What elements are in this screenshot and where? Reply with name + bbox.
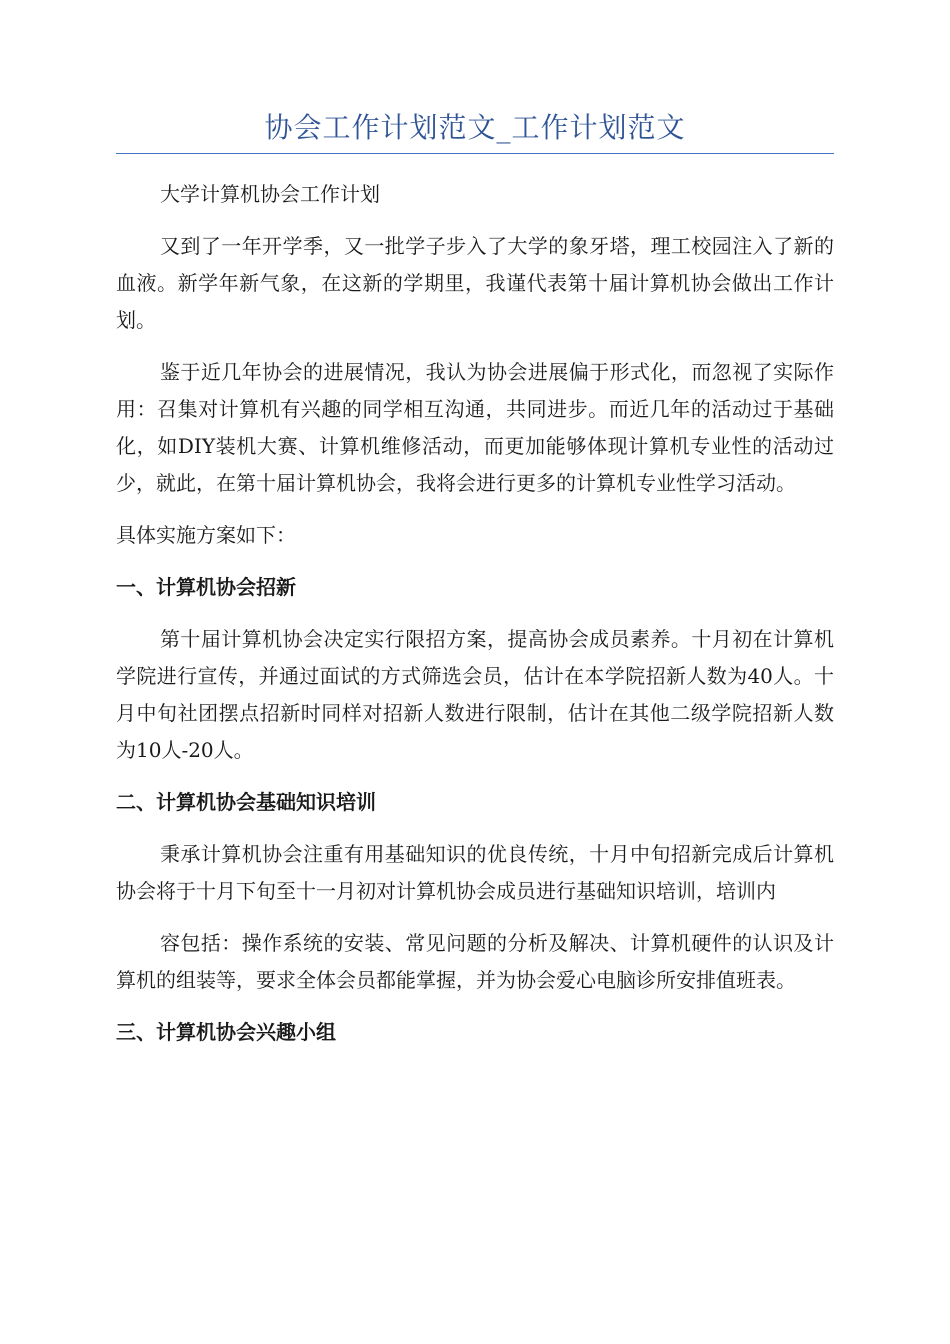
section-heading-recruitment: 一、计算机协会招新: [116, 575, 296, 599]
document-body: [116, 176, 834, 1066]
paragraph-plan-lead: 具体实施方案如下：: [116, 523, 296, 547]
paragraph-intro: 又到了一年开学季，又一批学子步入了大学的象牙塔，理工校园注入了新的血液。新学年新气象，在这新的学期里，我谨代表第十届计算机协会做出工作计划。: [116, 234, 834, 332]
paragraph-recruitment: 第十届计算机协会决定实行限招方案，提高协会成员素养。十月初在计算机学院进行宣传，并通过面试的方式筛选会员，估计在本学院招新人数为40人。十月中旬社团摆点招新时同样对招新人数进行限制，估计在其他二级学院招新人数为10人-20人。: [116, 627, 834, 762]
paragraph-subtitle: 大学计算机协会工作计划: [160, 182, 380, 206]
title-underline: [116, 153, 834, 154]
section-heading-interest-groups: 三、计算机协会兴趣小组: [116, 1020, 336, 1044]
paragraph-training-content: 容包括：操作系统的安装、常见问题的分析及解决、计算机硬件的认识及计算机的组装等，要求全体会员都能掌握，并为协会爱心电脑诊所安排值班表。: [116, 931, 834, 992]
paragraph-background: 鉴于近几年协会的进展情况，我认为协会进展偏于形式化，而忽视了实际作用：召集对计算机有兴趣的同学相互沟通，共同进步。而近几年的活动过于基础化，如DIY装机大赛、计算机维修活动，而更加能够体现计算机专业性的活动过少，就此，在第十届计算机协会，我将会进行更多的计算机专业性学习活动。: [116, 360, 834, 495]
section-heading-training: 二、计算机协会基础知识培训: [116, 790, 376, 814]
paragraph-training: 秉承计算机协会注重有用基础知识的优良传统，十月中旬招新完成后计算机协会将于十月下旬至十一月初对计算机协会成员进行基础知识培训，培训内: [116, 842, 834, 903]
document-title: 协会工作计划范文_工作计划范文: [264, 111, 686, 144]
